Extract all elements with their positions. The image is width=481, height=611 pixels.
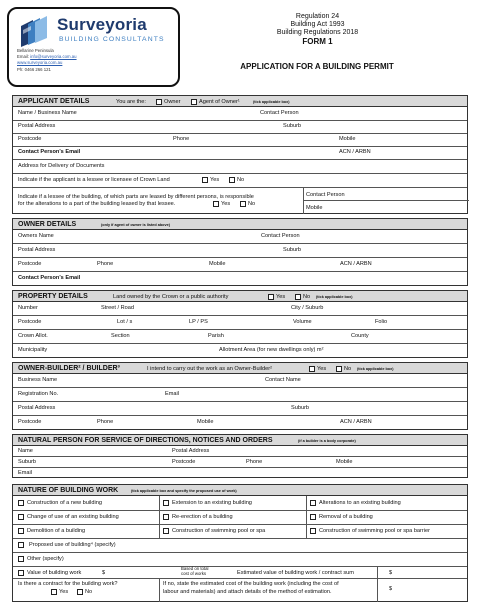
lessee2-no-checkbox[interactable] [240, 201, 246, 207]
based-on-label-b: cost of works [181, 571, 207, 576]
name-label: Name / Business Name [18, 110, 77, 116]
owner-note: (only if agent of owner is listed above) [101, 222, 170, 227]
delivery-label: Address for Delivery of Documents [18, 163, 105, 169]
crown-no-label: No [303, 293, 311, 300]
nature-section [12, 484, 468, 602]
change-use-label: Change of use of an existing building [27, 514, 119, 520]
estimate-dollar: $ [389, 586, 393, 592]
mobile-label: Mobile [339, 136, 356, 142]
phone-label: Phone [173, 136, 190, 142]
owner-builder-title: OWNER-BUILDER² / BUILDER³ [18, 364, 120, 372]
based-on-label-a: Based on total [181, 566, 209, 571]
ob-postal-label: Postal Address [18, 405, 56, 411]
crown-yes-checkbox[interactable] [268, 294, 274, 300]
contact-phone: Ph: 0466 266 121 [17, 66, 51, 72]
lessee-question: Indicate if the applicant is a lessee or licensee of Crown Land [18, 177, 170, 183]
ob-yes-checkbox[interactable] [309, 366, 315, 372]
proposed-use-checkbox[interactable] [18, 542, 24, 548]
np-suburb-label: Suburb [18, 458, 37, 465]
demolition-checkbox[interactable] [18, 528, 24, 534]
mobile-2-label: Mobile [306, 205, 323, 211]
demolition-label: Demolition of a building [27, 528, 86, 534]
applicant-header [13, 96, 467, 107]
number-label: Number [18, 305, 38, 311]
lessee-yes-label: Yes [210, 177, 220, 183]
alterations-checkbox[interactable] [310, 500, 316, 506]
ob-postcode-label: Postcode [18, 419, 42, 425]
agent-checkbox[interactable] [191, 99, 197, 105]
allotment-label: Allotment Area (for new dwellings only) m² [219, 347, 324, 353]
crown-no-checkbox[interactable] [295, 294, 301, 300]
if-no-label-a: If no, state the estimated cost of the building work (including the cost of [163, 581, 339, 587]
section-label: Section [111, 333, 130, 339]
you-are-label: You are the: [116, 98, 146, 105]
ob-contact-name-label: Contact Name [265, 377, 301, 383]
owner-mobile-label: Mobile [209, 261, 226, 267]
page-title: APPLICATION FOR A BUILDING PERMIT [240, 62, 394, 71]
estimated-label: Estimated value of building work / contract sum [237, 570, 354, 576]
lessee-no-checkbox[interactable] [229, 177, 235, 183]
lp-label: LP / PS [189, 319, 208, 325]
owner-title: OWNER DETAILS [18, 220, 77, 228]
property-header [13, 291, 467, 302]
removal-label: Removal of a building [319, 514, 373, 520]
act-label: Building Act 1993 [290, 21, 345, 28]
contract-no-checkbox[interactable] [77, 589, 83, 595]
np-name-label: Name [18, 448, 33, 454]
proposed-use-label: Proposed use of building⁴ (specify) [29, 542, 116, 548]
owner-header [13, 219, 467, 230]
natural-person-title: NATURAL PERSON FOR SERVICE OF DIRECTIONS, NOTICES AND ORDERS [18, 436, 273, 444]
crown-label: Land owned by the Crown or a public authority [113, 293, 229, 300]
owner-contact-person-label: Contact Person [261, 233, 300, 239]
owner-builder-section [12, 362, 468, 430]
contact-location: Bellarine Peninsula [17, 48, 54, 53]
owner-acn-label: ACN / ARBN [340, 261, 372, 267]
volume-label: Volume [293, 319, 312, 325]
ob-no-label: No [344, 365, 352, 372]
intend-label: I intend to carry out the work as an Owner-Builder² [147, 365, 272, 372]
lessee2-no-label: No [248, 201, 256, 207]
ob-yes-label: Yes [317, 365, 327, 372]
owner-phone-label: Phone [97, 261, 114, 267]
extension-checkbox[interactable] [163, 500, 169, 506]
applicant-section [12, 95, 468, 214]
crown-allot-label: Crown Allot. [18, 333, 48, 339]
contract-question: Is there a contract for the building work? [18, 581, 118, 587]
contact-person-2-label: Contact Person [306, 192, 345, 198]
lot-label: Lot / s [117, 319, 133, 325]
lessee-yes-checkbox[interactable] [202, 177, 208, 183]
natural-person-header [13, 435, 467, 446]
municipality-label: Municipality [18, 347, 48, 353]
logo-subtitle: BUILDING CONSULTANTS [59, 36, 165, 43]
change-use-checkbox[interactable] [18, 514, 24, 520]
owner-suburb-label: Suburb [283, 247, 302, 253]
agent-option-label: Agent of Owner¹ [199, 98, 240, 105]
value-checkbox[interactable] [18, 570, 24, 576]
ob-tick-note: (tick applicable box) [357, 366, 394, 371]
lessee-question-2a: Indicate if a lessee of the building, of which parts are leased by different persons, is responsible [18, 194, 254, 200]
ob-mobile-label: Mobile [197, 419, 214, 425]
removal-checkbox[interactable] [310, 514, 316, 520]
pool-barrier-checkbox[interactable] [310, 528, 316, 534]
pool-checkbox[interactable] [163, 528, 169, 534]
ob-email-label: Email [165, 391, 179, 397]
alterations-label: Alterations to an existing building [319, 500, 401, 506]
np-email-label: Email [18, 469, 32, 476]
new-building-checkbox[interactable] [18, 500, 24, 506]
regulation-label: Regulation 24 [295, 13, 340, 20]
owner-postal-label: Postal Address [18, 247, 56, 253]
nature-header [13, 485, 467, 496]
logo-box [7, 7, 180, 87]
suburb-label: Suburb [283, 123, 302, 129]
ob-no-checkbox[interactable] [336, 366, 342, 372]
email-label: Contact Person's Email [18, 149, 81, 155]
owner-name-label: Owners Name [18, 233, 54, 239]
value-dollar: $ [102, 570, 106, 576]
lessee-no-label: No [237, 177, 245, 183]
value-label: Value of building work [27, 570, 82, 576]
ob-registration-label: Registration No. [18, 391, 59, 397]
lessee-question-2b: for the alterations to a part of the building leased by that lessee. [18, 201, 176, 207]
tick-note: (tick applicable box) [253, 99, 290, 104]
regs-label: Building Regulations 2018 [276, 29, 359, 36]
postal-label: Postal Address [18, 123, 56, 129]
lessee2-yes-checkbox[interactable] [213, 201, 219, 207]
other-label: Other (specify) [27, 556, 64, 562]
property-postcode-label: Postcode [18, 319, 42, 325]
city-label: City / Suburb [291, 305, 324, 311]
ob-suburb-label: Suburb [291, 405, 310, 411]
np-mobile-label: Mobile [336, 458, 353, 465]
owner-option-label: Owner [164, 98, 181, 105]
re-erection-label: Re-erection of a building [172, 514, 233, 520]
pool-label: Construction of swimming pool or spa [172, 528, 266, 534]
street-label: Street / Road [101, 305, 134, 311]
contract-yes-label: Yes [59, 589, 69, 595]
np-postcode-label: Postcode [172, 458, 196, 465]
property-title: PROPERTY DETAILS [18, 292, 88, 300]
other-checkbox[interactable] [18, 556, 24, 562]
contract-yes-checkbox[interactable] [51, 589, 57, 595]
form-label: FORM 1 [302, 37, 333, 46]
owner-email-label: Contact Person's Email [18, 275, 81, 281]
nature-title: NATURE OF BUILDING WORK [18, 486, 119, 494]
np-phone-label: Phone [246, 458, 263, 465]
nature-note: (tick applicable box and specify the proposed use of work) [131, 488, 237, 493]
logo-contact [17, 48, 77, 73]
owner-postcode-label: Postcode [18, 261, 42, 267]
extension-label: Extension to an existing building [172, 500, 252, 506]
ob-phone-label: Phone [97, 419, 114, 425]
property-section [12, 290, 468, 358]
email-link[interactable]: info@surveyoria.com.au [30, 54, 77, 60]
estimated-dollar: $ [389, 570, 393, 576]
applicant-title: APPLICANT DETAILS [18, 97, 90, 105]
natural-person-note: (if a builder is a body corporate) [298, 438, 356, 443]
pool-barrier-label: Construction of swimming pool or spa barrier [319, 528, 430, 534]
email-label: Email: [17, 54, 29, 60]
parish-label: Parish [208, 333, 224, 339]
lessee2-yes-label: Yes [221, 201, 231, 207]
ob-acn-label: ACN / ARBN [340, 419, 372, 425]
website-link[interactable]: www.surveyoria.com.au [17, 60, 63, 66]
np-postal-label: Postal Address [172, 448, 210, 454]
re-erection-checkbox[interactable] [163, 514, 169, 520]
surveyoria-logo-icon [19, 16, 53, 48]
county-label: County [351, 333, 369, 339]
contract-no-label: No [85, 589, 93, 595]
ob-business-label: Business Name [18, 377, 58, 383]
logo-name: Surveyoria [57, 15, 147, 34]
contact-person-label: Contact Person [260, 110, 299, 116]
folio-label: Folio [375, 319, 388, 325]
crown-yes-label: Yes [276, 293, 286, 300]
crown-tick-note: (tick applicable box) [316, 294, 353, 299]
acn-label: ACN / ARBN [339, 149, 371, 155]
natural-person-section [12, 434, 468, 478]
postcode-label: Postcode [18, 136, 42, 142]
if-no-label-b: labour and materials) and attach details of the method of estimation. [163, 589, 332, 595]
owner-checkbox[interactable] [156, 99, 162, 105]
new-building-label: Construction of a new building [27, 500, 102, 506]
owner-section [12, 218, 468, 286]
owner-builder-header [13, 363, 467, 374]
